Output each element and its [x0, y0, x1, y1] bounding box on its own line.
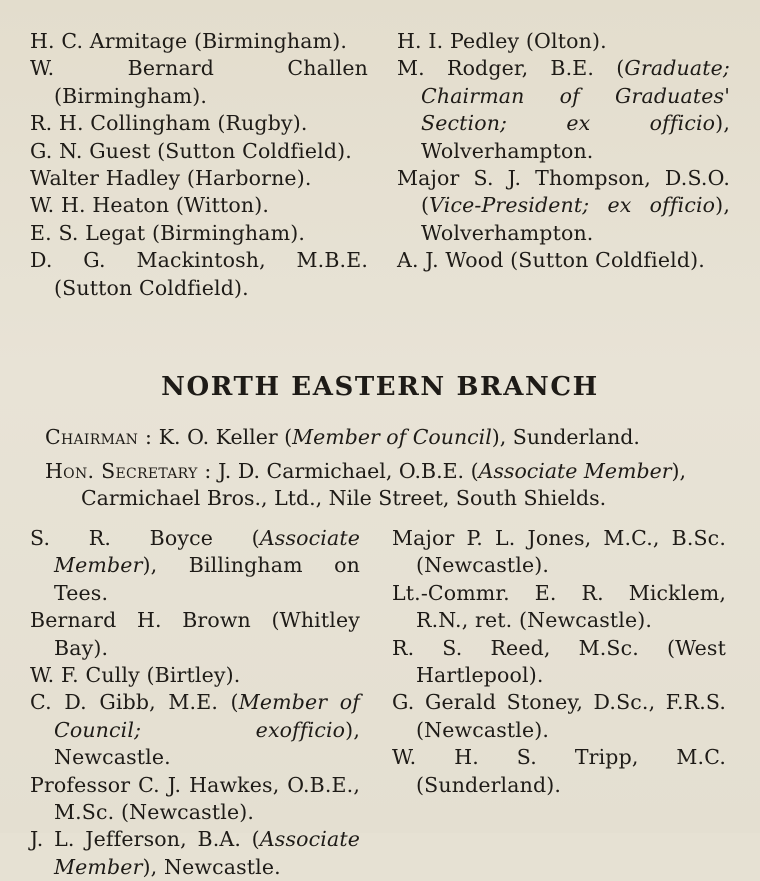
member-entry: [30, 607, 360, 662]
member-entry: [397, 165, 730, 247]
member-text: ), Billingham on Tees.: [54, 553, 360, 605]
secretary-role: Associate Member: [478, 459, 672, 483]
member-text: Major P. L. Jones, M.C., B.Sc. (Newcastle).: [392, 526, 726, 578]
member-entry: [30, 826, 360, 881]
member-entry: [30, 247, 368, 302]
member-entry: [397, 247, 730, 274]
member-entry: [30, 525, 360, 607]
member-text: H. C. Armitage (Birmingham).: [30, 29, 348, 53]
member-text: ), Newcastle.: [142, 854, 281, 879]
member-entry: [397, 55, 730, 165]
member-text: A. J. Wood (Sutton Coldfield).: [397, 248, 705, 273]
member-text: R. S. Reed, M.Sc. (West Hartlepool).: [392, 635, 726, 688]
member-entry: [30, 220, 368, 247]
member-role: Vice-President; ex officio: [429, 193, 716, 218]
member-entry: [392, 689, 726, 744]
member-entry: [30, 192, 368, 219]
member-entry: [30, 28, 368, 55]
member-text: ), Wolverhampton.: [421, 111, 730, 163]
member-role: Associate Member: [54, 526, 360, 578]
member-entry: [30, 662, 360, 689]
member-text: R. H. Collingham (Rugby).: [30, 111, 308, 136]
member-text: ), Wolverhampton.: [421, 193, 730, 245]
branch-secretary: [45, 458, 755, 513]
chairman-name: K. O. Keller (: [152, 425, 293, 449]
branch-heading: NORTH EASTERN BRANCH: [161, 372, 599, 402]
member-entry: [392, 744, 726, 799]
member-entry: [392, 635, 726, 690]
chairman-location: ), Sunderland.: [491, 425, 640, 449]
member-text: Lt.-Commr. E. R. Micklem, R.N., ret. (Newcastle).: [392, 580, 726, 633]
member-text: D. G. Mackintosh, M.B.E. (Sutton Coldfield).: [30, 248, 368, 300]
member-role: Graduate; Chairman of Graduates' Section; ex officio: [421, 56, 730, 136]
branch-chairman: [45, 424, 745, 451]
member-entry: [30, 55, 368, 110]
chairman-label: Chairman :: [45, 425, 153, 449]
secretary-name: J. D. Carmichael, O.B.E. (: [211, 459, 479, 483]
member-text: W. F. Cully (Birtley).: [30, 663, 241, 688]
member-entry: [30, 165, 368, 192]
member-text: G. Gerald Stoney, D.Sc., F.R.S. (Newcastle).: [392, 690, 726, 742]
member-text: Walter Hadley (Harborne).: [30, 166, 312, 191]
secretary-label: Hon. Secretary :: [45, 459, 212, 483]
member-role: Member of Council; exofficio: [54, 690, 361, 742]
member-role: Associate Member: [54, 827, 360, 879]
member-text: G. N. Guest (Sutton Coldfield).: [30, 138, 352, 163]
member-text: W. H. Heaton (Witton).: [30, 193, 270, 218]
member-entry: [392, 580, 726, 635]
member-text: H. I. Pedley (Olton).: [397, 29, 607, 53]
member-entry: [397, 28, 730, 55]
member-text: E. S. Legat (Birmingham).: [30, 220, 306, 245]
member-list-right: [397, 28, 730, 275]
member-text: J. L. Jefferson, B.A. (: [30, 827, 260, 852]
secretary-address: Carmichael Bros., Ltd., Nile Street, South Shields.: [81, 486, 607, 511]
member-list-left: [30, 28, 368, 302]
member-text: W. Bernard Challen (Birmingham).: [30, 56, 368, 108]
member-entry: [30, 110, 368, 137]
member-text: Bernard H. Brown (Whitley Bay).: [30, 608, 360, 660]
member-text: C. D. Gibb, M.E. (: [30, 690, 239, 715]
member-entry: [30, 138, 368, 165]
member-text: ), Newcastle.: [54, 717, 360, 770]
member-text: Major S. J. Thompson, D.S.O. (: [397, 166, 730, 218]
member-text: S. R. Boyce (: [30, 526, 260, 550]
branch-member-list-right: [392, 525, 726, 799]
branch-member-list-left: [30, 525, 360, 881]
member-text: M. Rodger, B.E. (: [397, 56, 625, 81]
member-entry: [30, 689, 360, 771]
member-entry: [392, 525, 726, 580]
member-entry: [30, 772, 360, 827]
member-text: Professor C. J. Hawkes, O.B.E., M.Sc. (Newcastle).: [30, 772, 360, 825]
member-text: W. H. S. Tripp, M.C. (Sunderland).: [392, 745, 726, 797]
secretary-suffix: ),: [671, 459, 687, 483]
chairman-role: Member of Council: [292, 425, 492, 449]
